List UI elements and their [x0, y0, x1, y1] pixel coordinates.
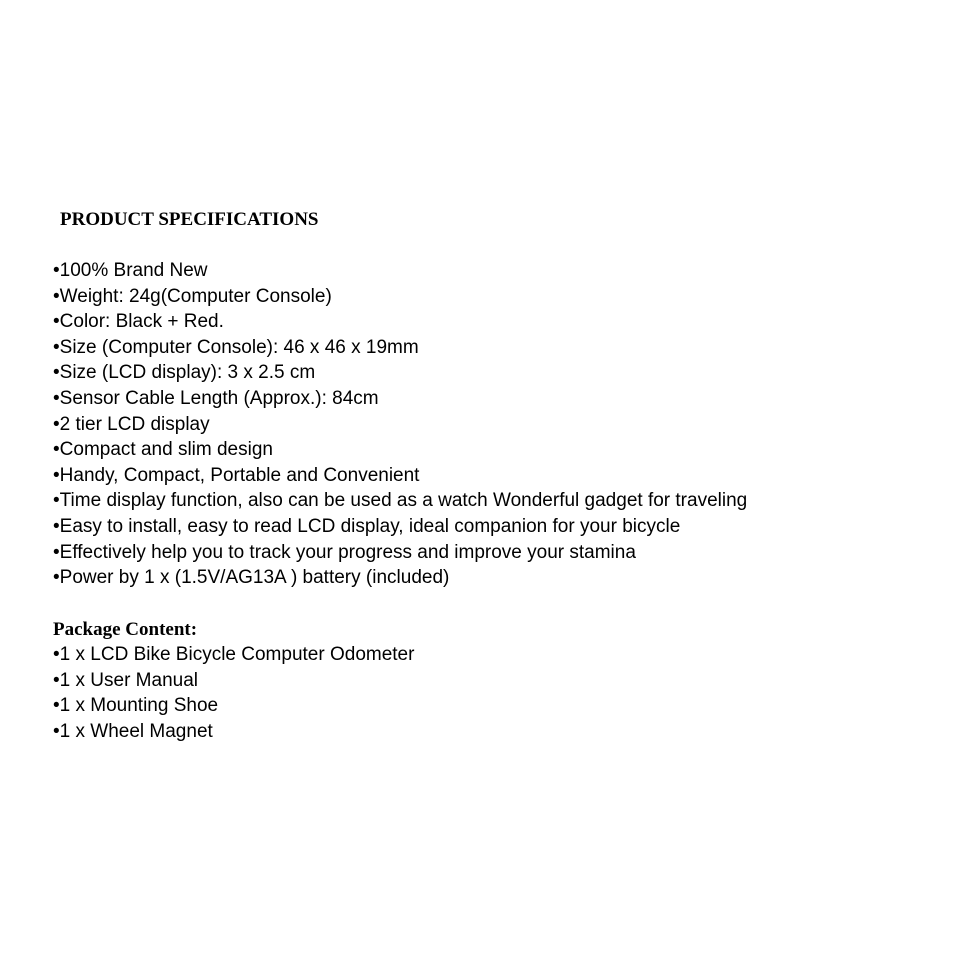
spec-text: Easy to install, easy to read LCD display, ideal companion for your bicycle — [59, 515, 681, 537]
bullet-glyph: • — [53, 413, 60, 435]
bullet-glyph: • — [53, 541, 60, 563]
list-item — [53, 463, 747, 489]
list-item — [53, 668, 414, 694]
package-item-text: 1 x LCD Bike Bicycle Computer Odometer — [59, 644, 415, 665]
bullet-glyph: • — [53, 260, 60, 281]
list-item — [53, 488, 747, 514]
package-item-text: 1 x Wheel Magnet — [59, 720, 213, 742]
spec-text: 2 tier LCD display — [59, 413, 210, 435]
spec-text: Effectively help you to track your progress and improve your stamina — [59, 541, 636, 563]
spec-text: Color: Black + Red. — [59, 311, 224, 333]
spec-text: Sensor Cable Length (Approx.): 84cm — [59, 387, 379, 409]
bullet-glyph: • — [53, 567, 60, 589]
bullet-glyph: • — [53, 669, 60, 691]
spec-text: Size (LCD display): 3 x 2.5 cm — [59, 362, 316, 384]
package-item-text: 1 x Mounting Shoe — [59, 695, 219, 717]
list-item — [53, 719, 414, 745]
spec-text: Compact and slim design — [59, 439, 273, 461]
spec-text: Weight: 24g(Computer Console) — [59, 285, 332, 307]
package-content-list — [53, 642, 414, 744]
spec-text: Size (Computer Console): 46 x 46 x 19mm — [59, 336, 419, 358]
bullet-glyph: • — [53, 490, 60, 512]
specifications-list — [53, 258, 747, 591]
list-item — [53, 437, 747, 463]
spec-text: 100% Brand New — [59, 260, 208, 281]
spec-text: Power by 1 x (1.5V/AG13A ) battery (included) — [59, 567, 450, 589]
bullet-glyph: • — [53, 362, 60, 384]
package-item-text: 1 x User Manual — [59, 669, 198, 691]
list-item — [53, 360, 747, 386]
bullet-glyph: • — [53, 464, 60, 486]
list-item — [53, 540, 747, 566]
list-item — [53, 309, 747, 335]
bullet-glyph: • — [53, 515, 60, 537]
bullet-glyph: • — [53, 311, 60, 333]
spec-text: Handy, Compact, Portable and Convenient — [59, 464, 420, 486]
bullet-glyph: • — [53, 720, 60, 742]
list-item — [53, 565, 747, 591]
list-item — [53, 284, 747, 310]
bullet-glyph: • — [53, 695, 60, 717]
list-item — [53, 335, 747, 361]
list-item — [53, 386, 747, 412]
bullet-glyph: • — [53, 387, 60, 409]
bullet-glyph: • — [53, 285, 60, 307]
package-content-heading: Package Content: — [53, 619, 198, 640]
list-item — [53, 642, 414, 668]
bullet-glyph: • — [53, 336, 60, 358]
list-item — [53, 258, 747, 284]
spec-text: Time display function, also can be used as a watch Wonderful gadget for traveling — [59, 490, 748, 512]
bullet-glyph: • — [53, 644, 60, 665]
list-item — [53, 693, 414, 719]
specifications-heading: PRODUCT SPECIFICATIONS — [60, 209, 319, 230]
list-item — [53, 514, 747, 540]
bullet-glyph: • — [53, 439, 60, 461]
list-item — [53, 412, 747, 438]
